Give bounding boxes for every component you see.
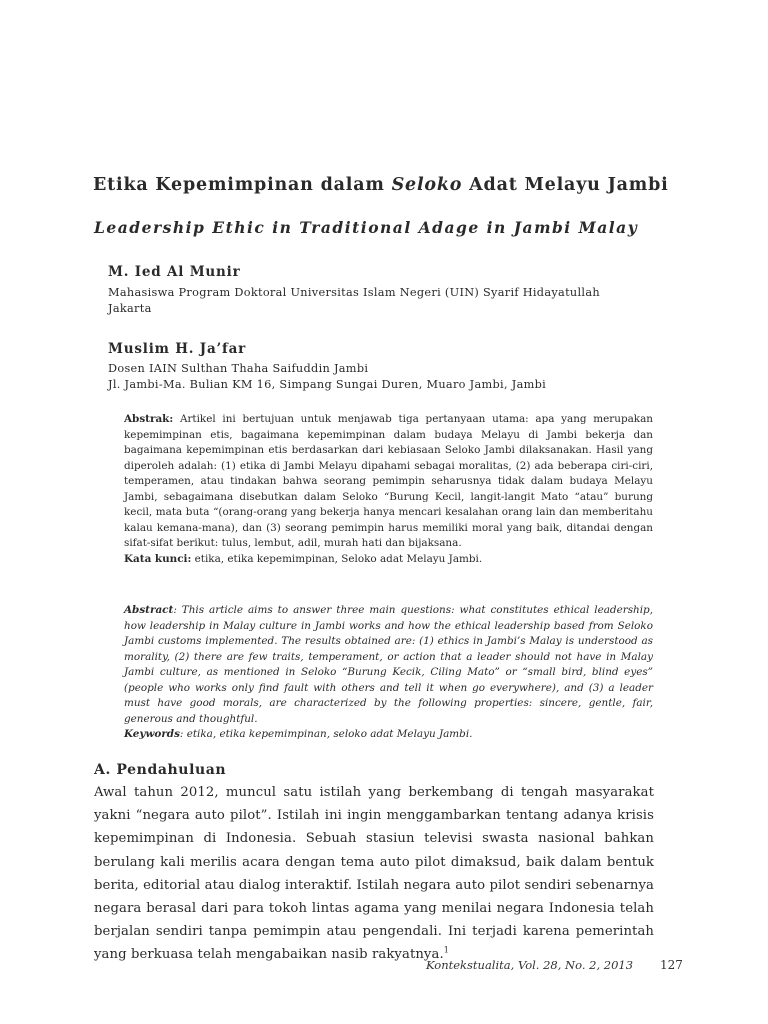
- affiliation-line: Mahasiswa Program Doktoral Universitas Islam Negeri (UIN) Syarif Hidayatullah: [108, 286, 600, 299]
- section-body: [94, 781, 654, 967]
- footer-journal-citation: Kontekstualita, Vol. 28, No. 2, 2013: [426, 958, 634, 972]
- body-paragraph: [94, 781, 654, 967]
- affiliation-line: Jakarta: [108, 302, 152, 315]
- body-paragraph-text: Awal tahun 2012, muncul satu istilah yang berkembang di tengah masyarakat yakni “negara auto pilot”. Istilah ini ingin menggambarkan tentang adanya krisis kepemimpinan di Indonesia. Sebuah stasiun televisi swasta nasional bahkan berulang kali merilis acara dengan tema auto pilot dimaksud, baik dalam bentuk berita, editorial atau dialog interaktif. Istilah negara auto pilot sendiri sebenarnya negara berasal dari para tokoh lintas agama yang menilai negara Indonesia telah berjalan sendiri tanpa pemimpin atau pengendali. Ini terjadi karena pemerintah yang berkuasa telah mengabaikan nasib rakyatnya.: [94, 785, 654, 963]
- keywords-en-text: : etika, etika kepemimpinan, seloko adat Melayu Jambi.: [179, 728, 473, 740]
- title-part-1: Etika Kepemimpinan dalam: [93, 175, 392, 195]
- title-part-2: Adat Melayu Jambi: [462, 175, 669, 195]
- affiliation-line: Jl. Jambi-Ma. Bulian KM 16, Simpang Sungai Duren, Muaro Jambi, Jambi: [108, 378, 547, 391]
- abstract-id-label: Abstrak:: [124, 413, 174, 425]
- section-heading: A. Pendahuluan: [94, 762, 227, 778]
- affiliation-line: Dosen IAIN Sulthan Thaha Saifuddin Jambi: [108, 362, 369, 375]
- abstract-en-label: Abstract: [124, 604, 174, 616]
- author-name-2: Muslim H. Ja’far: [108, 341, 247, 357]
- author-name-1: M. Ied Al Munir: [108, 264, 241, 280]
- abstract-english: [124, 603, 653, 743]
- author-affiliation-1: [108, 285, 668, 317]
- abstract-id-body: [124, 412, 653, 552]
- article-title: [93, 175, 693, 195]
- page-number: 127: [660, 958, 683, 972]
- abstract-en-text: : This article aims to answer three main questions: what constitutes ethical leadership, how leadership in Malay culture in Jambi works and how the ethical leadership based from Seloko Jambi customs implemented. The results obtained are: (1) ethics in Jambi’s Malay is understood as morality, (2) there are few traits, temperament, or action that a leader should not have in Malay Jambi culture, as mentioned in Seloko “Burung Kecik, Ciling Mato” or “small bird, blind eyes” (people who works only find fault with others and tell it when go everywhere), and (3) a leader must have good morals, are characterized by the following properties: sincere, gentle, fair, generous and thoughtful.: [124, 604, 653, 725]
- keywords-en: [124, 727, 653, 743]
- author-affiliation-2: [108, 361, 668, 393]
- title-italic-part: Seloko: [391, 175, 463, 195]
- keywords-id-label: Kata kunci:: [124, 552, 192, 565]
- abstract-id-text: Artikel ini bertujuan untuk menjawab tiga pertanyaan utama: apa yang merupakan kepemimpinan etis, bagaimana kepemimpinan dalam budaya Melayu di Jambi bekerja dan bagaimana kepemimpinan etis berdasarkan dari kebiasaan Seloko Jambi dilaksanakan. Hasil yang diperoleh adalah: (1) etika di Jambi Melayu dipahami sebagai moralitas, (2) ada beberapa ciri-ciri, temperamen, atau tindakan bahwa seorang pemimpin seharusnya tidak dalam budaya Melayu Jambi, sebagaimana disebutkan dalam Seloko “Burung Kecil, langit-langit Mato “atau” burung kecil, mata buta “(orang-orang yang bekerja hanya mencari kesalahan orang lain dan memberitahu kalau kemana-mana), dan (3) seorang pemimpin harus memiliki moral yang baik, ditandai dengan sifat-sifat berikut: tulus, lembut, adil, murah hati dan bijaksana.: [124, 413, 653, 549]
- article-subtitle: Leadership Ethic in Traditional Adage in Jambi Malay: [94, 218, 639, 237]
- keywords-id: [124, 552, 653, 568]
- abstract-en-body: [124, 603, 653, 727]
- keywords-en-label: Keywords: [124, 728, 180, 740]
- abstract-indonesian: [124, 412, 653, 567]
- footnote-marker[interactable]: 1: [443, 946, 449, 956]
- keywords-id-text: etika, etika kepemimpinan, Seloko adat Melayu Jambi.: [191, 552, 483, 565]
